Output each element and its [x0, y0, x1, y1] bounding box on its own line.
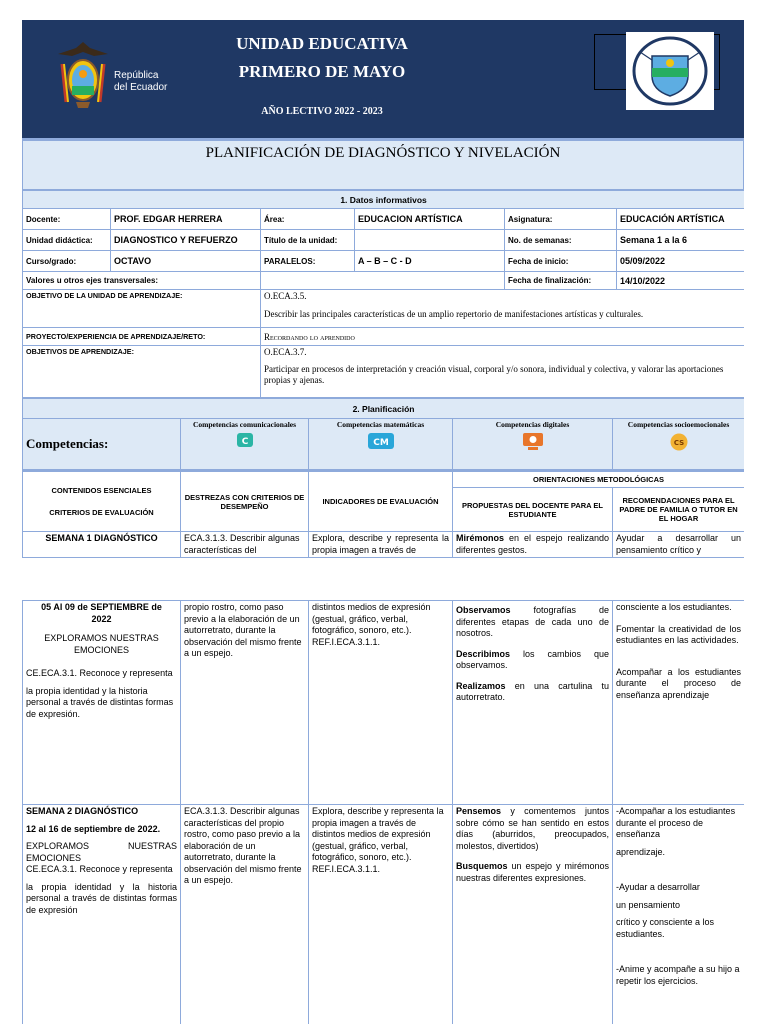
- plan-title: PLANIFICACIÓN DE DIAGNÓSTICO Y NIVELACIÓN: [22, 138, 744, 190]
- col-contenidos-criterios: CONTENIDOS ESENCIALES CRITERIOS DE EVALUACIÓN: [23, 471, 181, 532]
- semana2-recomendaciones: -Acompañar a los estudiantes durante el proceso de enseñanza aprendizaje. -Ayudar a desarrollar un pensamiento crítico y consciente a los estudiantes. -Anime y acompañe a su hijo a repetir los ejercicios.: [613, 805, 745, 1024]
- competencias-label: Competencias:: [23, 419, 181, 471]
- asignatura-value: EDUCACIÓN ARTÍSTICA: [617, 209, 745, 230]
- datos-informativos-table: [22, 190, 744, 398]
- competencia-socioemocional: Competencias socioemocionales CS: [613, 419, 745, 471]
- objetivos-label: OBJETIVOS DE APRENDIZAJE:: [23, 346, 261, 398]
- docente-label: Docente:: [23, 209, 111, 230]
- col-orientaciones: ORIENTACIONES METODOLÓGICAS: [453, 471, 745, 488]
- objetivo-unidad-label: OBJETIVO DE LA UNIDAD DE APRENDIZAJE:: [23, 290, 261, 328]
- semana1-destreza: propio rostro, como paso previo a la elaboración de un autorretrato, durante la observación del mismo frente a un espejo.: [181, 601, 309, 805]
- competencia-matematica: Competencias matemáticas CM: [309, 419, 453, 471]
- fecha-fin-value: 14/10/2022: [617, 272, 745, 290]
- unidad-value: DIAGNOSTICO Y REFUERZO: [111, 230, 261, 251]
- semana1-propuesta-start: Mirémonos en el espejo realizando diferentes gestos.: [453, 532, 613, 558]
- semana1-contenidos: 05 Al 09 de SEPTIEMBRE de 2022 EXPLORAMOS NUESTRAS EMOCIONES CE.ECA.3.1. Reconoce y representa la propia identidad y la historia personal a través de distintas formas de expresión.: [23, 601, 181, 805]
- paralelos-value: A – B – C - D: [355, 251, 505, 272]
- competencia-socioemocional-icon: [669, 433, 689, 451]
- svg-text:CS: CS: [673, 439, 684, 447]
- competencia-digital-icon: [522, 433, 544, 451]
- section-datos-title: 1. Datos informativos: [23, 191, 745, 209]
- curso-label: Curso/grado:: [23, 251, 111, 272]
- titulo-unidad-label: Título de la unidad:: [261, 230, 355, 251]
- competencia-comunicacional-icon: [237, 433, 253, 447]
- col-indicadores: INDICADORES DE EVALUACIÓN: [309, 471, 453, 532]
- semana1-destreza-start: ECA.3.1.3. Describir algunas características del: [181, 532, 309, 558]
- objetivos-value: O.ECA.3.7. Participar en procesos de interpretación y creación visual, corporal y/o sonora, individual y colectiva, y valorar las aportaciones propias y ajenas.: [261, 346, 745, 398]
- school-year: AÑO LECTIVO 2022 - 2023: [261, 106, 383, 117]
- area-value: EDUCACION ARTÍSTICA: [355, 209, 505, 230]
- semana2-propuestas: Pensemos y comentemos juntos sobre cómo se han sentido en estos días (aburridos, preocupados, molestos, divertidos) Busquemos un espejo y mirémonos nuestras diferentes expresiones.: [453, 805, 613, 1024]
- semana2-destreza: ECA.3.1.3. Describir algunas características del propio rostro, como paso previo a la elaboración de un autorretrato, durante la observación del mismo frente a un espejo.: [181, 805, 309, 1024]
- school-logo: [626, 32, 714, 110]
- ecuador-coat-of-arms-icon: [54, 40, 112, 112]
- valores-value: [261, 272, 505, 290]
- col-recomendaciones: RECOMENDACIONES PARA EL PADRE DE FAMILIA O TUTOR EN EL HOGAR: [613, 488, 745, 532]
- semana1-propuestas: Observamos fotografías de diferentes etapas de cada uno de nosotros. Describimos los cambios que observamos. Realizamos en una cartulina tu autorretrato.: [453, 601, 613, 805]
- col-propuestas: PROPUESTAS DEL DOCENTE PARA EL ESTUDIANTE: [453, 488, 613, 532]
- fecha-inicio-value: 05/09/2022: [617, 251, 745, 272]
- curso-value: OCTAVO: [111, 251, 261, 272]
- semana1-indicador-start: Explora, describe y representa la propia imagen a través de: [309, 532, 453, 558]
- planificacion-table-continued: [22, 600, 744, 1024]
- paralelos-label: PARALELOS:: [261, 251, 355, 272]
- svg-text:C: C: [241, 437, 248, 447]
- page-1: [22, 20, 744, 598]
- semana2-indicador: Explora, describe y representa la propia imagen a través de distintos medios de expresión (gestual, gráfico, verbal, fotográfico, sonoro, etc.). REF.I.ECA.3.1.1.: [309, 805, 453, 1024]
- proyecto-value: Recordando lo aprendido: [261, 328, 745, 346]
- competencia-digital: Competencias digitales: [453, 419, 613, 471]
- semana1-title: SEMANA 1 DIAGNÓSTICO: [23, 532, 181, 558]
- page-2: [22, 600, 744, 1024]
- planificacion-table: [22, 398, 744, 558]
- school-name: UNIDAD EDUCATIVA PRIMERO DE MAYO: [236, 34, 408, 81]
- unidad-label: Unidad didáctica:: [23, 230, 111, 251]
- semanas-value: Semana 1 a la 6: [617, 230, 745, 251]
- republica-label: República del Ecuador: [114, 70, 168, 93]
- docente-value: PROF. EDGAR HERRERA: [111, 209, 261, 230]
- semana2-contenidos: SEMANA 2 DIAGNÓSTICO 12 al 16 de septiembre de 2022. EXPLORAMOS NUESTRAS EMOCIONES CE.ECA.3.1. Reconoce y representa la propia identidad y la historia personal a través de distintas formas de expresión: [23, 805, 181, 1024]
- semanas-label: No. de semanas:: [505, 230, 617, 251]
- area-label: Área:: [261, 209, 355, 230]
- objetivo-unidad-value: O.ECA.3.5. Describir las principales características de un amplio repertorio de manifestaciones artísticas y culturales.: [261, 290, 745, 328]
- semana1-indicador: distintos medios de expresión (gestual, gráfico, verbal, fotográfico, sonoro, etc.). REF.I.ECA.3.1.1.: [309, 601, 453, 805]
- proyecto-label: PROYECTO/EXPERIENCIA DE APRENDIZAJE/RETO:: [23, 328, 261, 346]
- titulo-unidad-value: [355, 230, 505, 251]
- valores-label: Valores u otros ejes transversales:: [23, 272, 261, 290]
- section-planificacion-title: 2. Planificación: [23, 399, 745, 419]
- asignatura-label: Asignatura:: [505, 209, 617, 230]
- fecha-fin-label: Fecha de finalización:: [505, 272, 617, 290]
- document-header: [22, 20, 744, 138]
- competencia-comunicacional: Competencias comunicacionales C: [181, 419, 309, 471]
- school-crest-icon: [626, 32, 714, 110]
- fecha-inicio-label: Fecha de inicio:: [505, 251, 617, 272]
- competencia-matematica-icon: [368, 433, 394, 449]
- svg-text:CM: CM: [372, 438, 389, 448]
- semana1-recomendacion-start: Ayudar a desarrollar un pensamiento crítico y: [613, 532, 745, 558]
- col-destrezas: DESTREZAS CON CRITERIOS DE DESEMPEÑO: [181, 471, 309, 532]
- semana1-recomendaciones: consciente a los estudiantes. Fomentar la creatividad de los estudiantes en las actividades. Acompañar a los estudiantes durante el proceso de enseñanza aprendizaje: [613, 601, 745, 805]
